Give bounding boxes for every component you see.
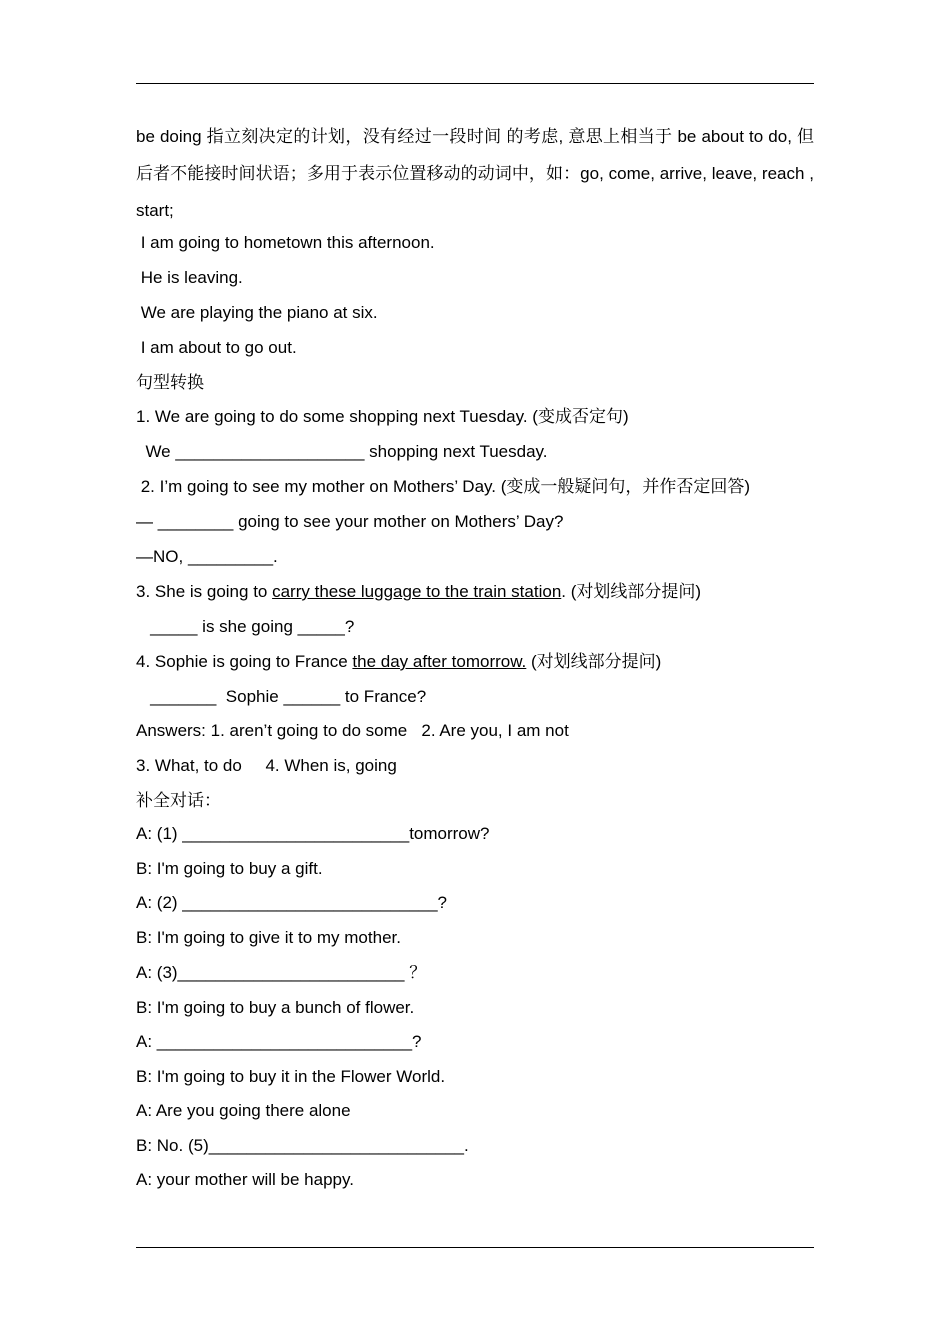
section-heading-transform: 句型转换 xyxy=(136,373,204,392)
example-sentence: He is leaving. xyxy=(136,268,243,287)
example-sentence: We are playing the piano at six. xyxy=(136,303,378,322)
question-3-underlined: carry these luggage to the train station xyxy=(272,582,562,601)
question-2: 2. I’m going to see my mother on Mothers’ Day. (变成一般疑问句，并作否定回答) xyxy=(136,477,751,496)
dialogue-line: A: ___________________________? xyxy=(136,1032,422,1051)
dialogue-line: A: Are you going there alone xyxy=(136,1101,351,1120)
dialogue-line: B: I'm going to buy a gift. xyxy=(136,859,323,878)
example-sentence: I am going to hometown this afternoon. xyxy=(136,233,435,252)
question-4-underlined: the day after tomorrow. xyxy=(352,652,527,671)
question-1: 1. We are going to do some shopping next Tuesday. (变成否定句) xyxy=(136,407,629,426)
question-4 xyxy=(136,650,661,674)
question-3-text: 3. She is going to xyxy=(136,582,273,601)
example-sentence: I am about to go out. xyxy=(136,338,297,357)
dialogue-line: B: I'm going to give it to my mother. xyxy=(136,928,401,947)
document-body xyxy=(136,118,814,1189)
dialogue-line: B: I'm going to buy it in the Flower World. xyxy=(136,1067,446,1086)
dialogue-line: B: No. (5)___________________________. xyxy=(136,1136,469,1155)
question-2-blank-1: — ________ going to see your mother on Mothers’ Day? xyxy=(136,512,564,531)
section-heading-dialogue: 补全对话： xyxy=(136,791,221,810)
header-rule xyxy=(136,83,814,84)
answers-line-2: 3. What, to do 4. When is, going xyxy=(136,756,397,775)
answers-line-1: Answers: 1. aren’t going to do some 2. Are you, I am not xyxy=(136,721,569,740)
question-1-blank: We ____________________ shopping next Tuesday. xyxy=(136,442,548,461)
question-4-instruction: (对划线部分提问) xyxy=(526,652,662,671)
footer-rule xyxy=(136,1247,814,1248)
dialogue-line: A: (3)________________________ ？ xyxy=(136,963,427,982)
intro-paragraph: be doing 指立刻决定的计划，没有经过一段时间 的考虑, 意思上相当于 be about to do, 但后者不能接时间状语；多用于表示位置移动的动词中，如：go, come, arrive, leave, reach , start; xyxy=(136,127,814,220)
question-3-blank: _____ is she going _____? xyxy=(136,617,355,636)
question-3-instruction: . (对划线部分提问) xyxy=(561,582,702,601)
question-3 xyxy=(136,580,701,604)
question-2-blank-2: —NO, _________. xyxy=(136,547,278,566)
dialogue-line: A: your mother will be happy. xyxy=(136,1170,354,1189)
dialogue-line: B: I'm going to buy a bunch of flower. xyxy=(136,998,415,1017)
dialogue-line: A: (1) ________________________tomorrow? xyxy=(136,824,490,843)
question-4-blank: _______ Sophie ______ to France? xyxy=(136,687,427,706)
dialogue-line: A: (2) ___________________________? xyxy=(136,893,448,912)
question-4-text: 4. Sophie is going to France xyxy=(136,652,353,671)
